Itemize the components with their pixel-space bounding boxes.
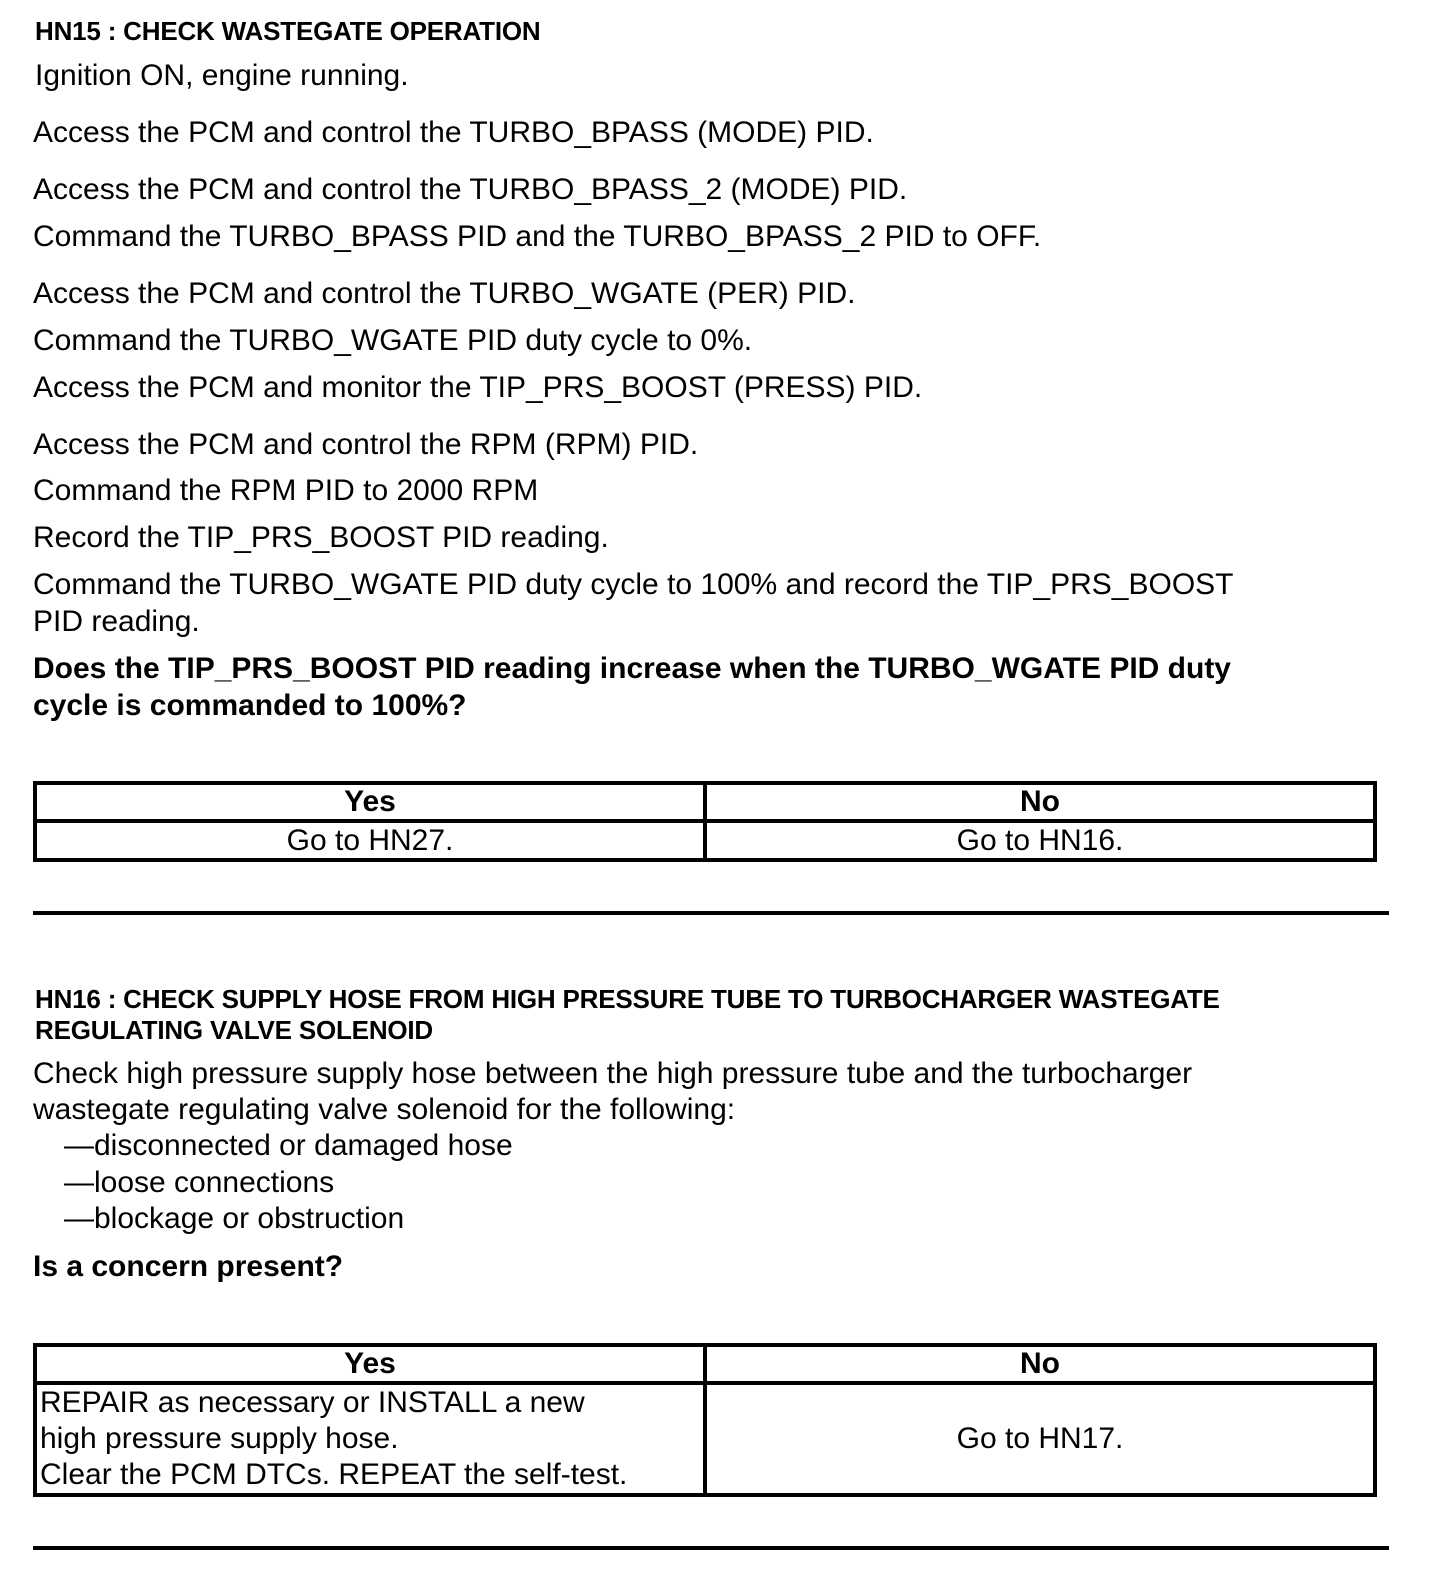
step-text: Record the TIP_PRS_BOOST PID reading. [33,521,609,554]
section-divider [33,911,1389,915]
step-text: Access the PCM and control the TURBO_WGATE (PER) PID. [33,277,856,310]
section-divider [33,1546,1389,1550]
section-title-hn16: HN16 : CHECK SUPPLY HOSE FROM HIGH PRESSURE TUBE TO TURBOCHARGER WASTEGATE [35,984,1220,1014]
bullet-item: —disconnected or damaged hose [64,1129,513,1162]
step-text: Command the TURBO_BPASS PID and the TURBO_BPASS_2 PID to OFF. [33,220,1042,253]
result-table-hn15 [33,781,1377,862]
yes-action-line: REPAIR as necessary or INSTALL a new [40,1386,585,1419]
no-header: No [705,1345,1375,1383]
step-text: Access the PCM and control the TURBO_BPASS_2 (MODE) PID. [33,173,908,206]
no-action: Go to HN17. [705,1383,1375,1495]
step-text: PID reading. [33,605,200,638]
question-text: Is a concern present? [33,1250,344,1283]
yes-header: Yes [35,783,705,821]
no-header: No [705,783,1375,821]
step-text: Access the PCM and control the TURBO_BPASS (MODE) PID. [33,116,874,149]
step-text: Command the RPM PID to 2000 RPM [33,474,539,507]
yes-action [35,1383,705,1495]
yes-header: Yes [35,1345,705,1383]
step-text: Access the PCM and control the RPM (RPM) PID. [33,428,699,461]
bullet-item: —loose connections [64,1166,335,1199]
question-text: Does the TIP_PRS_BOOST PID reading increase when the TURBO_WGATE PID duty [33,652,1231,685]
result-table-hn16 [33,1343,1377,1497]
intro-text: Check high pressure supply hose between the high pressure tube and the turbocharger [33,1057,1193,1090]
step-text: Command the TURBO_WGATE PID duty cycle to 100% and record the TIP_PRS_BOOST [33,568,1234,601]
no-action: Go to HN16. [705,821,1375,860]
section-title-hn15: HN15 : CHECK WASTEGATE OPERATION [35,16,541,46]
step-text: Ignition ON, engine running. [35,59,409,92]
yes-action: Go to HN27. [35,821,705,860]
yes-action-line: Clear the PCM DTCs. REPEAT the self-test. [40,1458,628,1491]
step-text: Access the PCM and monitor the TIP_PRS_BOOST (PRESS) PID. [33,371,923,404]
step-text: Command the TURBO_WGATE PID duty cycle to 0%. [33,324,753,357]
question-text: cycle is commanded to 100%? [33,689,467,722]
intro-text: wastegate regulating valve solenoid for the following: [33,1093,736,1126]
section-title-hn16-cont: REGULATING VALVE SOLENOID [35,1015,434,1045]
bullet-item: —blockage or obstruction [64,1202,405,1235]
yes-action-line: high pressure supply hose. [40,1422,399,1455]
